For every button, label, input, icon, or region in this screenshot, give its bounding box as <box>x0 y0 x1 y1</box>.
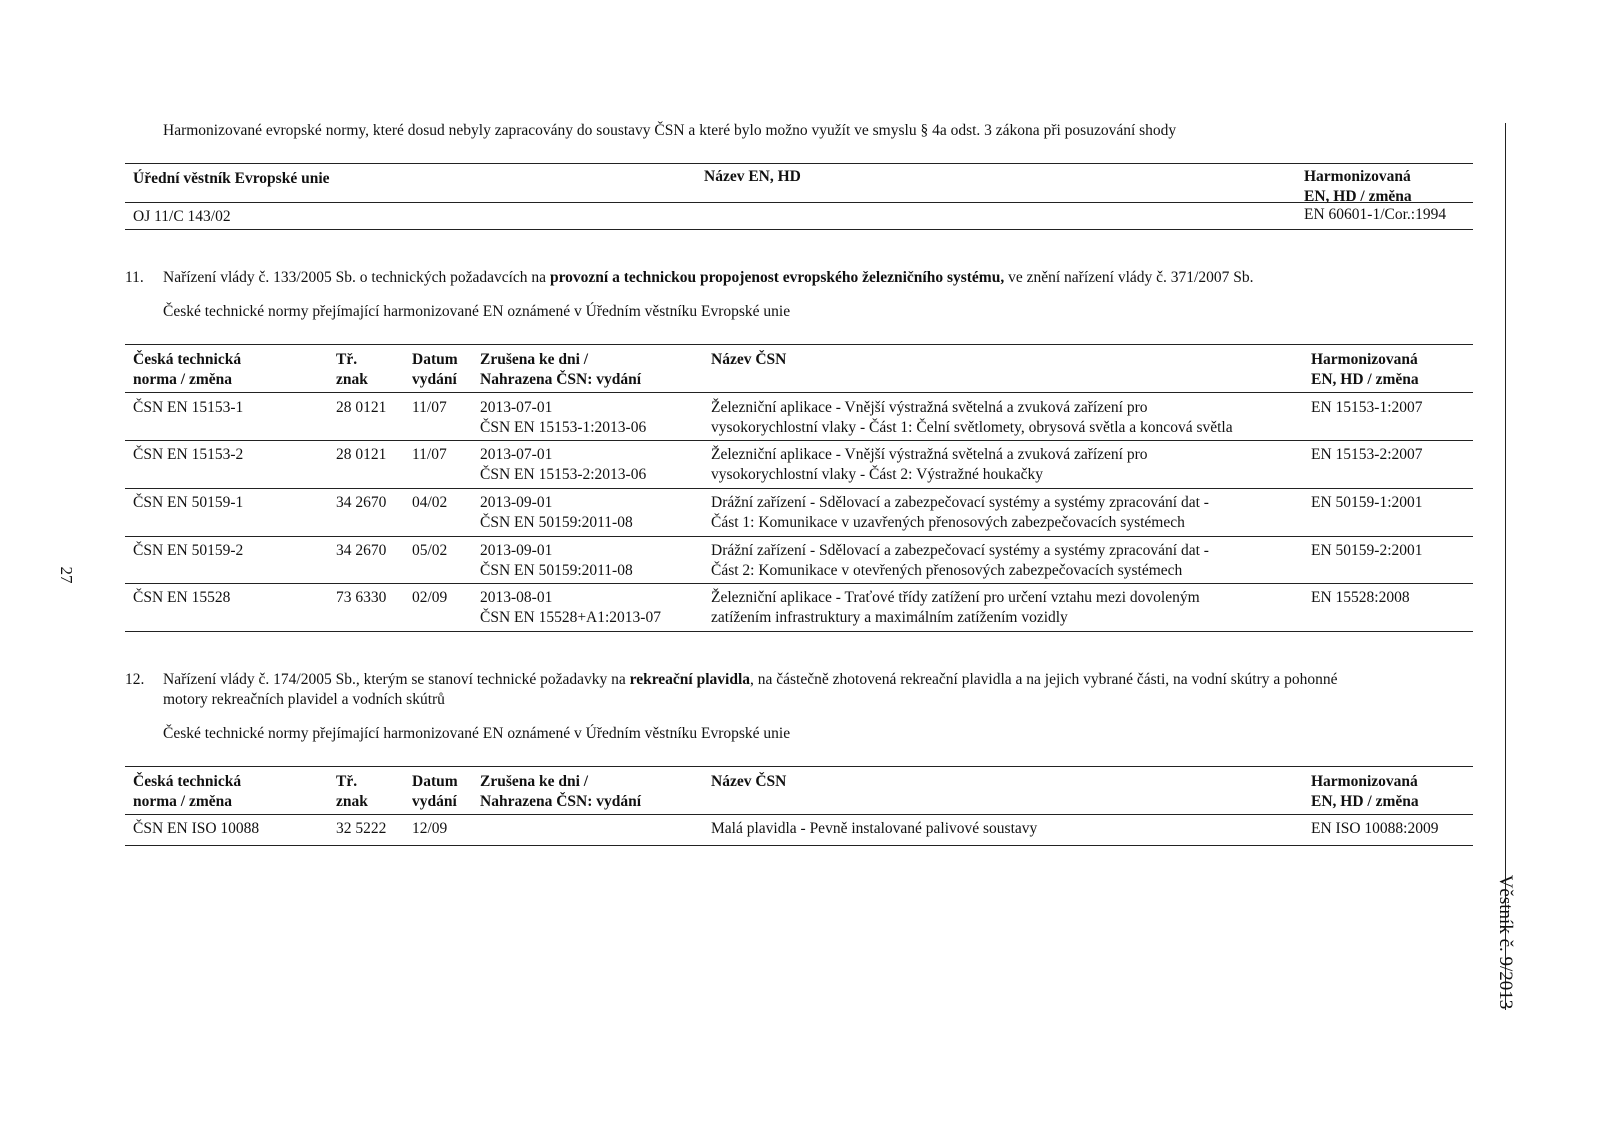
t11-header-datum: Datum <box>412 351 458 368</box>
section-12-number: 12. <box>125 671 145 688</box>
t11-header-zrusena: Zrušena ke dni / <box>480 351 589 368</box>
cell-datum: 02/09 <box>412 589 448 606</box>
section-11-text-pre: Nařízení vlády č. 133/2005 Sb. o technických požadavcích na <box>163 269 550 286</box>
t11-header-norma: Česká technická <box>133 351 242 368</box>
section-12-text-post: , na částečně zhotovená rekreační plavidla a na jejich vybrané části, na vodní skútry a pohonné <box>750 671 1338 688</box>
cell-norma: ČSN EN ISO 10088 <box>133 820 260 837</box>
section-11-text-post: ve znění nařízení vlády č. 371/2007 Sb. <box>1004 269 1254 286</box>
intro-note: Harmonizované evropské normy, které dosud nebyly zapracovány do soustavy ČSN a které bylo možno využít ve smyslu § 4a odst. 3 zákona při posuzování shody <box>163 122 1177 139</box>
top-header-oj: Úřední věstník Evropské unie <box>133 170 330 187</box>
top-table-rule-mid <box>125 202 1473 203</box>
row-divider <box>125 488 1473 489</box>
cell-trida: 73 6330 <box>336 589 387 606</box>
cell-nazev-2: vysokorychlostní vlaky - Část 1: Čelní světlomety, obrysová světla a koncová světla <box>711 419 1233 436</box>
table-11-rule-bottom <box>125 631 1473 632</box>
t11-header-trida-2: znak <box>336 371 368 388</box>
cell-nazev-2: Část 2: Komunikace v otevřených přenosových zabezpečovacích systémech <box>711 562 1183 579</box>
cell-nazev: Drážní zařízení - Sdělovací a zabezpečovací systémy a systémy zpracování dat - <box>711 542 1209 559</box>
t11-header-norma-2: norma / změna <box>133 371 233 388</box>
cell-trida: 32 5222 <box>336 820 387 837</box>
t11-header-harm: Harmonizovaná <box>1311 351 1418 368</box>
cell-norma: ČSN EN 15153-2 <box>133 446 244 463</box>
cell-harm: EN 15153-1:2007 <box>1311 399 1423 416</box>
top-table-rule-bottom <box>125 229 1473 230</box>
cell-nazev: Drážní zařízení - Sdělovací a zabezpečovací systémy a systémy zpracování dat - <box>711 494 1209 511</box>
cell-nazev-2: zatížením infrastruktury a maximálním zatížením vozidly <box>711 609 1068 626</box>
page-number: 27 <box>57 566 76 584</box>
cell-nazev: Železniční aplikace - Vnější výstražná světelná a zvuková zařízení pro <box>711 399 1148 416</box>
section-12-text-line2: motory rekreačních plavidel a vodních skútrů <box>163 691 445 708</box>
cell-datum: 11/07 <box>412 399 447 416</box>
cell-trida: 34 2670 <box>336 542 387 559</box>
t12-header-norma-2: norma / změna <box>133 793 233 810</box>
row-divider <box>125 440 1473 441</box>
t12-header-harm-2: EN, HD / změna <box>1311 793 1419 810</box>
cell-harm: EN 50159-2:2001 <box>1311 542 1423 559</box>
cell-datum: 05/02 <box>412 542 448 559</box>
top-row-oj: OJ 11/C 143/02 <box>133 208 231 225</box>
table-12-rule-top <box>125 766 1473 767</box>
section-11-text <box>163 268 1253 288</box>
cell-nahrazena: ČSN EN 15153-1:2013-06 <box>480 419 647 436</box>
top-row-harm: EN 60601-1/Cor.:1994 <box>1304 206 1447 223</box>
cell-norma: ČSN EN 15153-1 <box>133 399 244 416</box>
cell-nazev-2: vysokorychlostní vlaky - Část 2: Výstražné houkačky <box>711 466 1044 483</box>
cell-nahrazena: ČSN EN 50159:2011-08 <box>480 562 633 579</box>
t12-header-trida-2: znak <box>336 793 368 810</box>
section-11-number: 11. <box>125 269 144 286</box>
row-divider <box>125 536 1473 537</box>
t11-header-trida: Tř. <box>336 351 358 368</box>
row-divider <box>125 583 1473 584</box>
top-header-harm-2: EN, HD / změna <box>1304 188 1412 205</box>
section-11-text-bold: provozní a technickou propojenost evropského železničního systému, <box>549 269 1005 286</box>
t12-header-harm: Harmonizovaná <box>1311 773 1418 790</box>
cell-trida: 34 2670 <box>336 494 387 511</box>
cell-zrusena: 2013-09-01 <box>480 542 553 559</box>
cell-nahrazena: ČSN EN 15528+A1:2013-07 <box>480 609 661 626</box>
table-11-rule-top <box>125 344 1473 345</box>
cell-norma: ČSN EN 50159-2 <box>133 542 244 559</box>
cell-norma: ČSN EN 50159-1 <box>133 494 244 511</box>
journal-name: Věstník č. 9/2013 <box>1495 874 1516 1010</box>
t12-header-datum: Datum <box>412 773 458 790</box>
t12-header-norma: Česká technická <box>133 773 242 790</box>
cell-nazev: Železniční aplikace - Vnější výstražná světelná a zvuková zařízení pro <box>711 446 1148 463</box>
section-12-text-pre: Nařízení vlády č. 174/2005 Sb., kterým se stanoví technické požadavky na <box>163 671 630 688</box>
section-12-subtitle: České technické normy přejímající harmonizované EN oznámené v Úředním věstníku Evropské unie <box>163 725 791 742</box>
t12-header-zrusena: Zrušena ke dni / <box>480 773 589 790</box>
t12-header-datum-2: vydání <box>412 793 457 810</box>
t11-header-harm-2: EN, HD / změna <box>1311 371 1419 388</box>
cell-datum: 04/02 <box>412 494 448 511</box>
top-header-name: Název EN, HD <box>704 168 801 185</box>
t11-header-zrusena-2: Nahrazena ČSN: vydání <box>480 371 642 388</box>
table-11-rule-header <box>125 392 1473 393</box>
t11-header-datum-2: vydání <box>412 371 457 388</box>
t11-header-nazev: Název ČSN <box>711 351 787 368</box>
cell-nahrazena: ČSN EN 50159:2011-08 <box>480 514 633 531</box>
cell-nazev: Malá plavidla - Pevně instalované palivové soustavy <box>711 820 1038 837</box>
top-header-harm: Harmonizovaná <box>1304 168 1411 185</box>
cell-trida: 28 0121 <box>336 399 387 416</box>
cell-zrusena: 2013-07-01 <box>480 399 553 416</box>
cell-nazev: Železniční aplikace - Traťové třídy zatížení pro určení vztahu mezi dovoleným <box>711 589 1200 606</box>
cell-zrusena: 2013-07-01 <box>480 446 553 463</box>
t12-header-zrusena-2: Nahrazena ČSN: vydání <box>480 793 642 810</box>
cell-nazev-2: Část 1: Komunikace v uzavřených přenosových zabezpečovacích systémech <box>711 514 1185 531</box>
cell-trida: 28 0121 <box>336 446 387 463</box>
section-12-text <box>163 670 1338 690</box>
t12-header-trida: Tř. <box>336 773 358 790</box>
cell-harm: EN 50159-1:2001 <box>1311 494 1423 511</box>
cell-datum: 11/07 <box>412 446 447 463</box>
cell-harm: EN ISO 10088:2009 <box>1311 820 1439 837</box>
table-12-rule-bottom <box>125 845 1473 846</box>
cell-zrusena: 2013-09-01 <box>480 494 553 511</box>
t12-header-nazev: Název ČSN <box>711 773 787 790</box>
top-table-rule-top <box>125 163 1473 164</box>
cell-harm: EN 15153-2:2007 <box>1311 446 1423 463</box>
cell-datum: 12/09 <box>412 820 448 837</box>
section-12-text-bold: rekreační plavidla <box>629 671 751 688</box>
table-12-rule-header <box>125 814 1473 815</box>
section-11-subtitle: České technické normy přejímající harmonizované EN oznámené v Úředním věstníku Evropské unie <box>163 303 791 320</box>
cell-harm: EN 15528:2008 <box>1311 589 1410 606</box>
cell-nahrazena: ČSN EN 15153-2:2013-06 <box>480 466 647 483</box>
cell-norma: ČSN EN 15528 <box>133 589 231 606</box>
cell-zrusena: 2013-08-01 <box>480 589 553 606</box>
